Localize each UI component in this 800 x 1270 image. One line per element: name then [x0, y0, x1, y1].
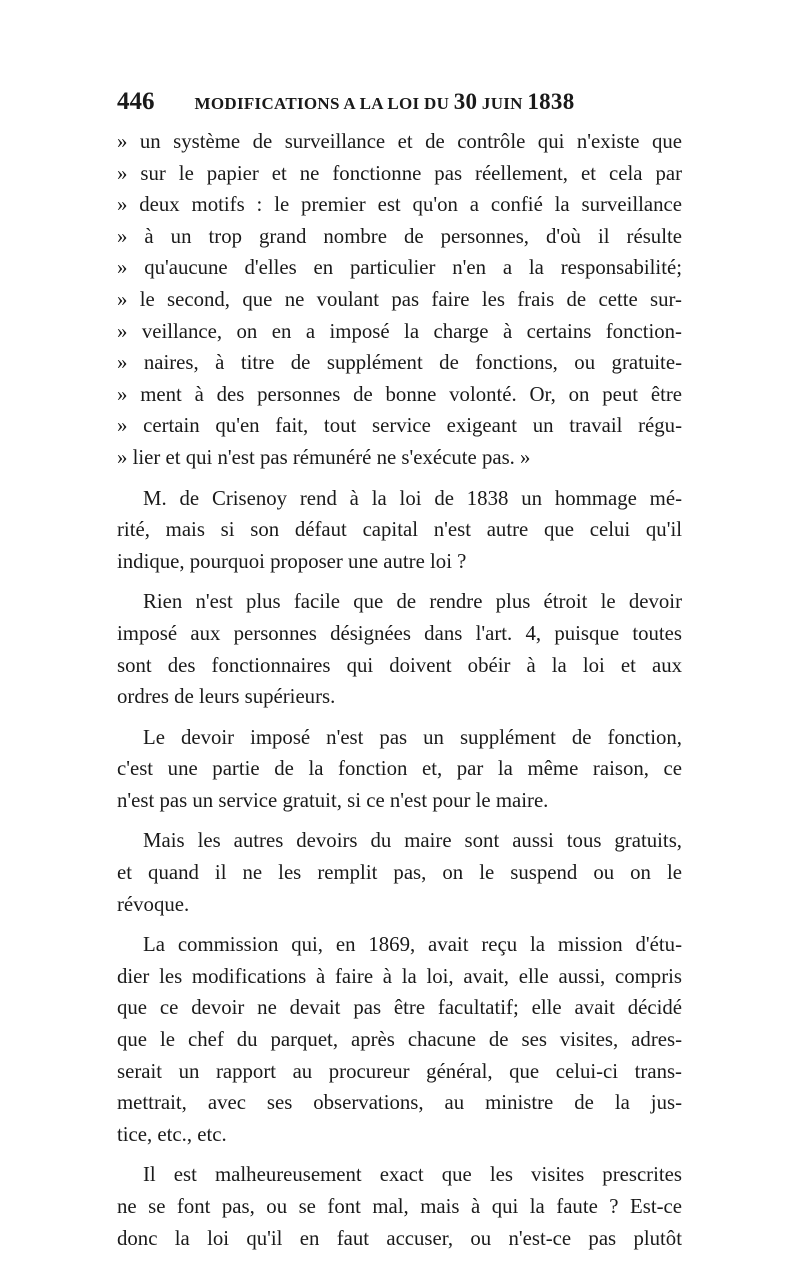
paragraph — [117, 929, 682, 1150]
text-line: Rien n'est plus facile que de rendre plus étroit le devoir — [143, 590, 682, 614]
running-header — [117, 88, 682, 120]
text-line: tice, etc., etc. — [117, 1122, 227, 1146]
paragraph — [117, 586, 682, 712]
text-line: mettrait, avec ses observations, au ministre de la jus- — [117, 1091, 682, 1115]
paragraph — [117, 483, 682, 578]
paragraph-gap — [117, 1150, 682, 1159]
text-line: » lier et qui n'est pas rémunéré ne s'exécute pas. » — [117, 445, 531, 469]
running-title-number-30: 30 — [453, 89, 478, 114]
text-line: serait un rapport au procureur général, que celui-ci trans- — [117, 1059, 682, 1083]
paragraph-gap — [117, 474, 682, 483]
text-line: révoque. — [117, 892, 190, 916]
text-line: Il est malheureusement exact que les visites prescrites — [143, 1163, 682, 1187]
running-title-year: 1838 — [527, 89, 575, 114]
body-text — [117, 126, 682, 1254]
text-line: » un système de surveillance et de contrôle qui n'existe que — [117, 130, 682, 153]
paragraph-gap — [117, 713, 682, 722]
paragraph — [117, 825, 682, 920]
text-line: c'est une partie de la fonction et, par la même raison, ce — [117, 757, 682, 781]
text-line: Le devoir imposé n'est pas un supplément de fonction, — [143, 725, 682, 749]
running-title-part1: MODIFICATIONS A LA LOI DU — [194, 94, 454, 113]
text-line: La commission qui, en 1869, avait reçu la mission d'étu- — [143, 933, 682, 957]
paragraph — [117, 1159, 682, 1254]
text-line: ne se font pas, ou se font mal, mais à qui la faute ? Est-ce — [117, 1195, 682, 1218]
text-line: » sur le papier et ne fonctionne pas réellement, et cela par — [117, 161, 682, 185]
text-line: M. de Crisenoy rend à la loi de 1838 un hommage mé- — [143, 486, 682, 510]
text-line: » veillance, on en a imposé la charge à certains fonction- — [117, 319, 682, 343]
quotation-block — [117, 126, 682, 474]
text-line: » le second, que ne voulant pas faire les frais de cette sur- — [117, 287, 682, 311]
text-line: que ce devoir ne devait pas être facultatif; elle avait décidé — [117, 996, 682, 1020]
text-line: » ment à des personnes de bonne volonté. Or, on peut être — [117, 382, 682, 406]
text-line: ordres de leurs supérieurs. — [117, 685, 336, 709]
text-line: que le chef du parquet, après chacune de ses visites, adres- — [117, 1028, 682, 1052]
text-line: » deux motifs : le premier est qu'on a confié la surveillance — [117, 193, 682, 217]
paragraph-gap — [117, 920, 682, 929]
text-line: dier les modifications à faire à la loi, avait, elle aussi, compris — [117, 964, 682, 988]
text-line: et quand il ne les remplit pas, on le suspend ou on le — [117, 861, 682, 885]
text-line: indique, pourquoi proposer une autre loi ? — [117, 549, 467, 573]
text-line: » naires, à titre de supplément de fonctions, ou gratuite- — [117, 351, 682, 375]
paragraph-gap — [117, 577, 682, 586]
text-line: rité, mais si son défaut capital n'est autre que celui qu'il — [117, 518, 682, 542]
text-line: donc la loi qu'il en faut accuser, ou n'est-ce pas plutôt — [117, 1226, 682, 1250]
text-line: Mais les autres devoirs du maire sont aussi tous gratuits, — [143, 829, 682, 853]
text-line: sont des fonctionnaires qui doivent obéir à la loi et aux — [117, 653, 682, 677]
text-line: » certain qu'en fait, tout service exigeant un travail régu- — [117, 414, 682, 438]
text-line: imposé aux personnes désignées dans l'art. 4, puisque toutes — [117, 621, 682, 645]
page-number: 446 — [117, 88, 155, 115]
running-title-part2: JUIN — [477, 94, 528, 113]
paragraph — [117, 722, 682, 817]
text-line: » à un trop grand nombre de personnes, d'où il résulte — [117, 224, 682, 248]
text-line: n'est pas un service gratuit, si ce n'est pour le maire. — [117, 788, 549, 812]
paragraph-gap — [117, 816, 682, 825]
running-title — [195, 89, 575, 115]
text-line: » qu'aucune d'elles en particulier n'en a la responsabilité; — [117, 256, 682, 280]
